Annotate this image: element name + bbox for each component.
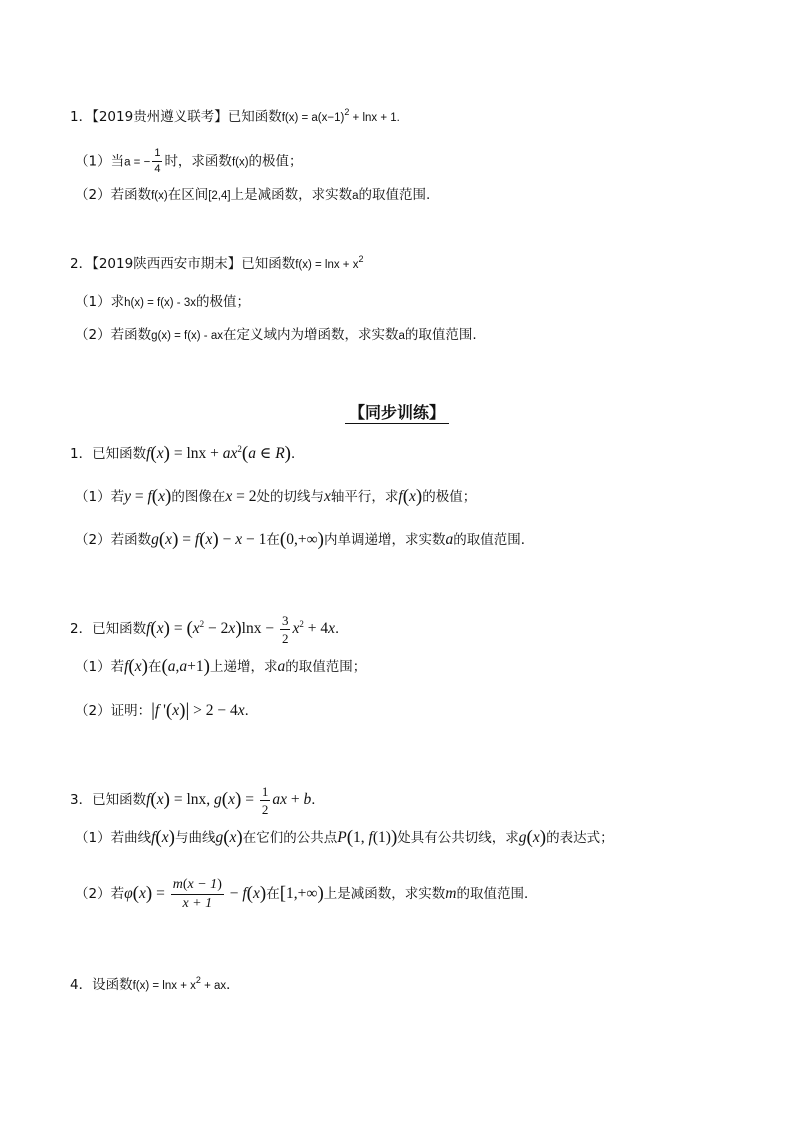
formula: $f(x) = \ln x + ax^2(a$ ∈ R) xyxy=(146,443,291,464)
problem-number: 2． xyxy=(70,256,93,272)
intro-problem-2: 2．【2019陕西西安市期末】已知函数$f(x) = \ln x + x^2$ xyxy=(70,254,364,272)
fraction: $\frac{1}{2}$ xyxy=(261,784,269,817)
practice-problem-1-part-2: （2）若函数g(x) = f(x) − x − 1在(0,+∞)内单调递增，求实数a的取值范围． xyxy=(75,529,535,550)
formula: f(x) = lnx, g(x) = $\frac{1}{2}$ ax + b xyxy=(146,784,312,817)
fraction: $\frac{3}{2}$ xyxy=(281,613,289,646)
practice-problem-2: 2．已知函数$f(x) = (x^2 - 2x)\ln x$ − $\frac{3}{2}$ $x^2 + 4x$． xyxy=(70,613,349,646)
fraction: $\frac{1}{4}$ xyxy=(154,147,161,175)
practice-problem-3-part-1: （1）若曲线f(x)与曲线g(x)在它们的公共点P(1, f(1))处具有公共切线，求g(x)的表达式； xyxy=(75,827,614,848)
intro-problem-1-part-2: （2）若函数f(x)在区间[2,4]上是减函数，求实数a的取值范围. xyxy=(75,187,431,203)
practice-problem-3-part-2: （2）若φ(x) = $\frac{m(x - 1)}{x + 1}$ − f(x)在[1,+∞)上是减函数，求实数m的取值范围． xyxy=(75,877,538,911)
intro-problem-1-part-1: （1）当a = − $\frac{1}{4}$ 时，求函数f(x)的极值； xyxy=(75,147,303,175)
formula: $f(x) = (x^2 - 2x)\ln x$ − $\frac{3}{2}$ $x^2 + 4x$ xyxy=(146,613,335,646)
intro-problem-2-part-2: （2）若函数g(x) = f(x) - ax在定义域内为增函数，求实数a的取值范围. xyxy=(75,327,477,343)
problem-source: 【2019陕西西安市期末】 xyxy=(92,256,242,272)
practice-problem-2-part-2: （2）证明：|f '(x)| > 2 − 4x． xyxy=(75,700,259,721)
section-title: 【同步训练】 xyxy=(0,400,794,423)
formula: $f(x) = \ln x + x^2$ + ax xyxy=(132,975,227,992)
practice-problem-2-part-1: （1）若f(x)在(a,a+1)上递增，求a的取值范围； xyxy=(75,656,367,677)
problem-number: 1． xyxy=(70,109,93,125)
formula: $f(x) = a(x-1)^2 + \ln x + 1$. xyxy=(281,107,400,124)
intro-problem-1: 1．【2019贵州遵义联考】已知函数$f(x) = a(x-1)^2 + \ln x + 1$. xyxy=(70,107,400,125)
intro-problem-2-part-1: （1）求h(x) = f(x) - 3x的极值； xyxy=(75,294,250,310)
practice-problem-3: 3．已知函数f(x) = lnx, g(x) = $\frac{1}{2}$ ax + b． xyxy=(70,784,325,817)
practice-problem-1: 1．已知函数$f(x) = \ln x + ax^2(a$ ∈ R)． xyxy=(70,443,305,464)
practice-problem-1-part-1: （1）若y = f(x)的图像在x = 2处的切线与x轴平行，求f(x)的极值； xyxy=(75,486,477,507)
fraction: $\frac{m(x - 1)}{x + 1}$ xyxy=(172,877,222,911)
problem-source: 【2019贵州遵义联考】 xyxy=(92,109,228,125)
practice-problem-4: 4．设函数$f(x) = \ln x + x^2$ + ax． xyxy=(70,975,240,993)
formula: $f(x) = \ln x + x^2$ xyxy=(295,254,364,271)
